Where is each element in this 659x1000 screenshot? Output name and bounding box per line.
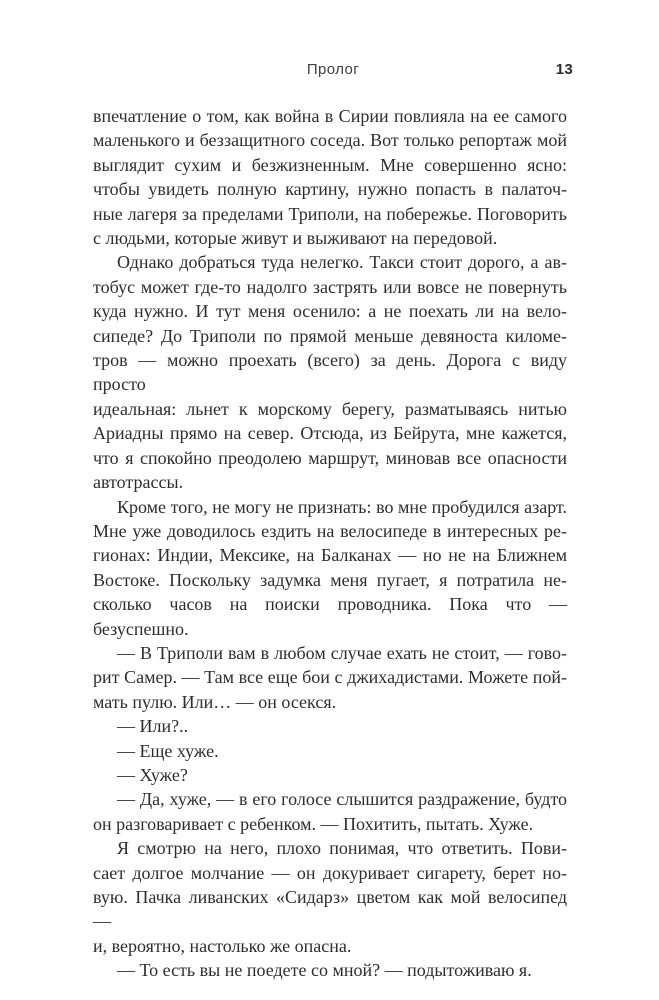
text-line: сает долгое молчание — он докуривает сигарету, берет но- (93, 862, 567, 883)
text-line: Мне уже доводилось ездить на велосипеде в интересных ре- (93, 520, 567, 541)
chapter-title: Пролог (306, 61, 360, 78)
text-line: Кроме того, не могу не признать: во мне пробудился азарт. (117, 496, 567, 517)
text-line: тобус может где-то надолго застрять или вовсе не повернуть (93, 276, 567, 297)
text-line: сипеде? До Триполи по прямой меньше девяноста киломе- (93, 325, 567, 346)
text-line: Я смотрю на него, плохо понимая, что ответить. Пови- (117, 838, 567, 859)
page-number: 13 (555, 61, 573, 78)
running-head (93, 60, 573, 80)
text-line: идеальная: льнет к морскому берегу, разматываясь нитью (93, 398, 567, 419)
text-line: — Хуже? (117, 764, 188, 785)
text-line: с людьми, которые живут и выживают на передовой. (93, 228, 498, 249)
text-line: тров — можно проехать (всего) за день. Дорога с виду просто (93, 350, 567, 395)
text-line: Востоке. Поскольку задумка меня пугает, я потратила не- (93, 569, 567, 590)
text-line: вую. Пачка ливанских «Сидарз» цветом как мой велосипед — (93, 887, 567, 932)
text-line: впечатление о том, как война в Сирии повлияла на ее самого (93, 106, 567, 126)
text-line: и, вероятно, настолько же опасна. (93, 935, 352, 956)
text-line: ные лагеря за пределами Триполи, на побережье. Поговорить (93, 203, 567, 224)
text-line: он разговаривает с ребенком. — Похитить, пытать. Хуже. (93, 813, 534, 834)
text-line: выглядит сухим и безжизненным. Мне совершенно ясно: (93, 154, 567, 175)
text-line: — Да, хуже, — в его голосе слышится раздражение, будто (117, 789, 567, 810)
text-line: мать пулю. Или… — он осекся. (93, 691, 337, 712)
text-line: чтобы увидеть полную картину, нужно попасть в палаточ- (93, 179, 567, 200)
text-line: рит Самер. — Там все еще бои с джихадистами. Можете пой- (93, 667, 567, 688)
text-line: сколько часов на поиски проводника. Пока что — безуспешно. (93, 594, 567, 639)
text-line: Однако добраться туда нелегко. Такси стоит дорого, а ав- (117, 252, 567, 273)
text-line: — Или?.. (117, 716, 189, 737)
text-line: — Еще хуже. (117, 740, 219, 761)
text-line: Ариадны прямо на север. Отсюда, из Бейрута, мне кажется, (93, 423, 567, 444)
text-line: — В Триполи вам в любом случае ехать не стоит, — гово- (117, 642, 567, 663)
text-line: что я спокойно преодолею маршрут, миновав все опасности (93, 447, 567, 468)
page-body (93, 104, 567, 983)
text-line: гионах: Индии, Мексике, на Балканах — но не на Ближнем (93, 545, 567, 566)
text-line: — То есть вы не поедете со мной? — подытоживаю я. (117, 960, 532, 981)
text-line: автотрассы. (93, 472, 184, 493)
text-line: маленького и беззащитного соседа. Вот только репортаж мой (93, 130, 567, 151)
text-line: куда нужно. И тут меня осенило: а не поехать ли на вело- (93, 301, 567, 322)
